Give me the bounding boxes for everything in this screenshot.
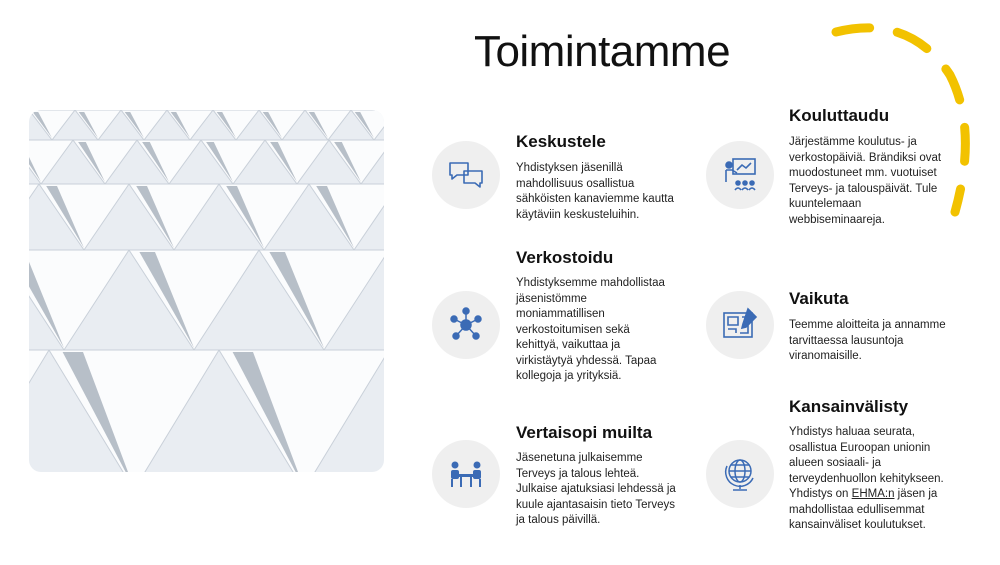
heading-vaikuta: Vaikuta (789, 289, 849, 308)
presentation-icon (706, 141, 774, 209)
text-kouluttaudu: Järjestämme koulutus- ja verkostopäiviä. Brändiksi ovat muodostuneet mm. vuotuiset Terveys- ja talouspäivät. Tule kuuntelemaan webbiseminaareja. (789, 136, 942, 226)
meeting-icon (432, 440, 500, 508)
chat-bubbles-icon (432, 141, 500, 209)
heading-kouluttaudu: Kouluttaudu (789, 106, 890, 125)
text-kansainvalisty (789, 425, 944, 534)
page-title: Toimintamme (473, 27, 731, 76)
triangle-pattern-photo (29, 110, 384, 472)
text-vertaisopi-muilta: Jäsenetuna julkaisemme Terveys ja talous lehteä. Julkaise ajatuksiasi lehdessä ja kuule ajantasaisin tieto Terveys ja talous päivillä. (516, 452, 676, 526)
network-icon (432, 291, 500, 359)
text-kansainvalisty-part1: Yhdistys haluaa seurata, osallistua Euroopan unionin alueen sosiaali- ja terveydenhuollon kehitykseen. Yhdistys on (789, 426, 944, 500)
heading-keskustele: Keskustele (516, 132, 606, 151)
text-keskustele: Yhdistyksen jäsenillä mahdollisuus osallistua sähköisten kanaviemme kautta käytäviin keskusteluihin. (516, 162, 674, 221)
text-verkostoidu: Yhdistyksemme mahdollistaa jäsenistömme moniammatillisen verkostoitumisen sekä kehittyä, vaikuttaa ja virkistäytyä yhdessä. Tapaa kollegoja ja yrityksiä. (516, 277, 665, 382)
globe-icon (706, 440, 774, 508)
heading-verkostoidu: Verkostoidu (516, 248, 614, 267)
blueprint-icon (706, 291, 774, 359)
heading-kansainvalisty: Kansainvälisty (789, 397, 909, 416)
text-vaikuta: Teemme aloitteita ja annamme tarvittaessa lausuntoja viranomaisille. (789, 319, 946, 362)
heading-vertaisopi-muilta: Vertaisopi muilta (516, 423, 653, 442)
ehma-link[interactable]: EHMA:n (851, 488, 895, 500)
text-kansainvalisty-part2: jäsen ja mahdollistaa edullisemmat kansainväliset koulutukset. (789, 488, 938, 531)
